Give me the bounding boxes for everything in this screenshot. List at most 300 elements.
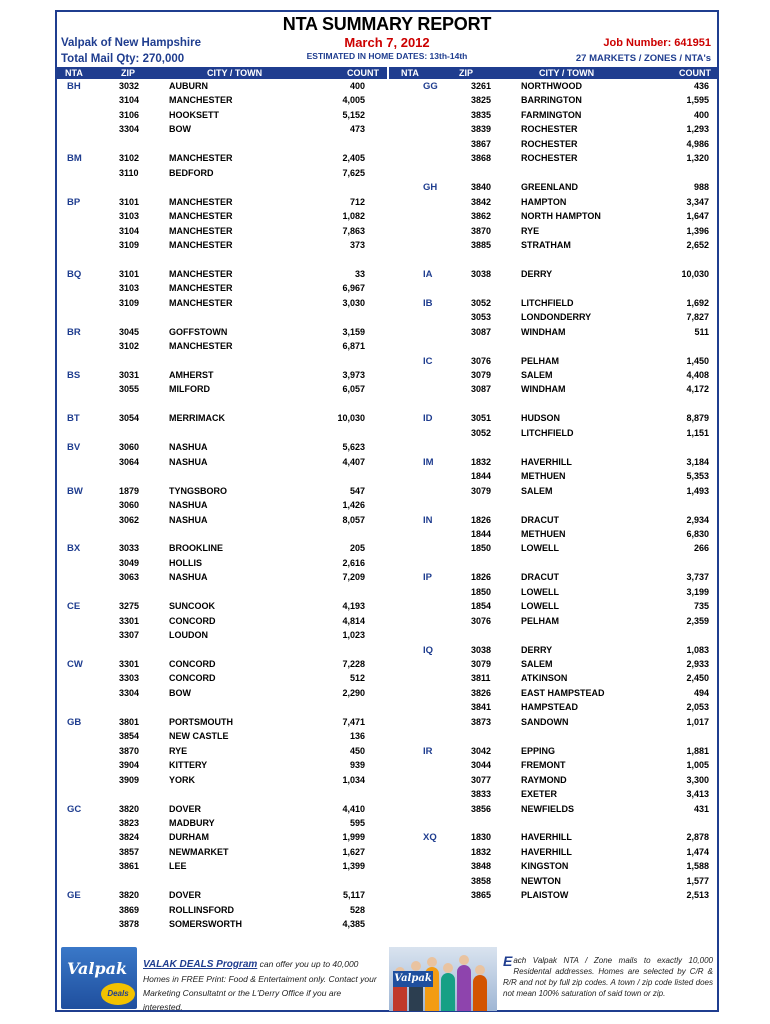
city-cell: SALEM: [521, 370, 553, 380]
table-row: [57, 860, 387, 872]
zip-cell: 3820: [119, 890, 140, 901]
table-row: [57, 268, 387, 280]
table-row: [57, 152, 387, 164]
zip-cell: 3060: [119, 442, 140, 453]
city-cell: SALEM: [521, 659, 553, 669]
city-cell: NORTHWOOD: [521, 81, 582, 91]
count-cell: 528: [349, 904, 365, 915]
zip-cell: 3870: [119, 745, 140, 756]
zip-cell: 3102: [119, 153, 140, 164]
zip-cell: 3053: [471, 312, 492, 323]
city-cell: HAMPSTEAD: [521, 702, 579, 713]
count-cell: 5,117: [342, 890, 365, 901]
zip-cell: 3823: [119, 817, 140, 828]
zip-cell: 3909: [119, 774, 140, 785]
city-cell: YORK: [169, 774, 196, 785]
table-row: [389, 542, 717, 554]
count-cell: 3,159: [342, 326, 365, 337]
nta-label: BS: [67, 370, 81, 381]
count-cell: 1,034: [342, 774, 365, 785]
zip-cell: 3062: [119, 514, 140, 525]
table-row: [57, 831, 387, 843]
city-cell: SALEM: [521, 485, 553, 496]
table-row: [57, 918, 387, 930]
estimated-dates: ESTIMATED IN HOME DATES: 13th-14th: [306, 51, 468, 61]
table-row: [57, 456, 387, 468]
count-cell: 2,652: [686, 239, 709, 250]
zip-cell: 3077: [471, 774, 492, 785]
table-row: [389, 831, 717, 843]
count-cell: 735: [693, 601, 709, 612]
city-cell: MANCHESTER: [169, 196, 233, 207]
count-cell: 3,030: [342, 297, 365, 308]
table-row: [389, 701, 717, 713]
count-cell: 2,934: [686, 514, 709, 525]
zip-cell: 3064: [119, 456, 140, 467]
zip-cell: 3049: [119, 557, 140, 568]
zip-cell: 3104: [119, 95, 140, 106]
zip-cell: 3033: [119, 543, 140, 554]
zip-cell: 3052: [471, 427, 492, 438]
zip-cell: 3865: [471, 890, 492, 901]
report-frame: [55, 10, 719, 1012]
city-cell: MANCHESTER: [169, 268, 233, 279]
count-cell: 595: [349, 817, 365, 828]
city-cell: SANDOWN: [521, 716, 569, 727]
city-cell: DERRY: [521, 644, 553, 655]
zip-cell: 3038: [471, 644, 492, 655]
city-cell: SOMERSWORTH: [169, 919, 242, 930]
city-cell: PORTSMOUTH: [169, 716, 233, 727]
logo-text: Valpak: [67, 959, 128, 978]
city-cell: LONDONDERRY: [521, 312, 592, 323]
city-cell: METHUEN: [521, 528, 566, 539]
table-row: [389, 456, 717, 468]
city-cell: RAYMOND: [521, 774, 567, 785]
table-row: [57, 846, 387, 858]
zip-cell: 3032: [119, 81, 140, 91]
table-row: [389, 586, 717, 598]
count-cell: 4,193: [342, 601, 365, 612]
zip-cell: 3301: [119, 615, 140, 626]
city-cell: MANCHESTER: [169, 239, 233, 250]
city-cell: WINDHAM: [521, 326, 566, 337]
city-cell: ATKINSON: [521, 673, 568, 684]
count-cell: 136: [349, 731, 365, 742]
promo-body: can offer you up to 40,000 Homes in FREE Print: Food & Entertaiment only. Contact your Marketing Consultatnt or the L'Derry Office if you are interested.: [143, 959, 377, 1012]
count-cell: 450: [349, 745, 365, 756]
nta-label: IA: [423, 268, 433, 280]
city-cell: DURHAM: [169, 832, 209, 843]
table-row: [389, 803, 717, 815]
city-cell: GREENLAND: [521, 182, 579, 193]
table-row: [389, 109, 717, 121]
nta-label: GE: [67, 890, 81, 902]
table-row: [57, 817, 387, 829]
table-row: [57, 514, 387, 526]
city-cell: BOW: [169, 124, 191, 135]
count-cell: 7,209: [342, 572, 365, 583]
zip-cell: 3079: [471, 485, 492, 496]
city-cell: DOVER: [169, 803, 202, 814]
city-cell: AUBURN: [169, 81, 208, 91]
table-row: [57, 196, 387, 208]
nta-label: CE: [67, 601, 81, 613]
count-cell: 712: [349, 196, 365, 207]
count-cell: 5,152: [342, 109, 365, 120]
nta-label: BM: [67, 153, 82, 165]
nta-label: BT: [67, 413, 80, 425]
table-row: [389, 383, 717, 395]
zip-cell: 3869: [119, 904, 140, 915]
table-row: [57, 542, 387, 554]
city-cell: PELHAM: [521, 355, 559, 366]
city-cell: HAVERHILL: [521, 846, 572, 857]
table-row: [57, 109, 387, 121]
city-cell: NASHUA: [169, 572, 208, 583]
zip-cell: 3109: [119, 297, 140, 308]
count-cell: 1,692: [686, 297, 709, 308]
zip-cell: 1830: [471, 832, 492, 843]
count-cell: 1,577: [686, 875, 709, 886]
table-row: [389, 210, 717, 222]
people-photo: [389, 947, 497, 1011]
zip-cell: 3076: [471, 355, 492, 366]
zip-cell: 3038: [471, 268, 492, 279]
city-cell: AMHERST: [169, 370, 214, 380]
count-cell: 2,513: [686, 890, 709, 901]
zip-cell: 3052: [471, 297, 492, 308]
zip-cell: 3103: [119, 283, 140, 294]
city-cell: SUNCOOK: [169, 601, 216, 612]
count-cell: 2,450: [686, 673, 709, 684]
city-cell: CONCORD: [169, 659, 216, 669]
table-row: [57, 499, 387, 511]
zip-cell: 3878: [119, 919, 140, 930]
table-row: [389, 355, 717, 367]
table-row: [57, 629, 387, 641]
nta-label: IR: [423, 745, 433, 757]
count-cell: 1,082: [342, 211, 365, 222]
col-zip: ZIP: [121, 68, 136, 78]
count-cell: 5,353: [686, 471, 709, 482]
zip-cell: 3833: [471, 789, 492, 800]
zip-cell: 3103: [119, 211, 140, 222]
count-cell: 3,300: [686, 774, 709, 785]
zip-cell: 3104: [119, 225, 140, 236]
count-cell: 1,320: [686, 153, 709, 164]
count-cell: 6,057: [342, 384, 365, 395]
nta-label: BQ: [67, 268, 82, 280]
total-mail-qty: Total Mail Qty: 270,000: [61, 53, 185, 65]
count-cell: 3,184: [686, 456, 709, 467]
col-nta: NTA: [65, 68, 83, 78]
zip-cell: 3054: [119, 413, 140, 424]
city-cell: DERRY: [521, 268, 553, 279]
zip-cell: 1854: [471, 601, 492, 612]
table-row: [389, 774, 717, 786]
city-cell: MANCHESTER: [169, 341, 233, 352]
zip-cell: 3106: [119, 109, 140, 120]
city-cell: NASHUA: [169, 500, 208, 511]
zip-cell: 3885: [471, 239, 492, 250]
table-row: [389, 138, 717, 150]
table-row: [389, 311, 717, 323]
count-cell: 4,408: [686, 370, 709, 380]
count-cell: 3,347: [686, 196, 709, 207]
promo-title: VALAK DEALS Program: [143, 959, 258, 970]
table-row: [57, 369, 387, 381]
city-cell: EAST HAMPSTEAD: [521, 687, 605, 698]
city-cell: MERRIMACK: [169, 413, 225, 424]
table-row: [57, 716, 387, 728]
table-row: [57, 600, 387, 612]
zip-cell: 3301: [119, 659, 140, 669]
count-cell: 512: [349, 673, 365, 684]
city-cell: FARMINGTON: [521, 109, 582, 120]
table-row: [57, 658, 387, 670]
city-cell: HAVERHILL: [521, 832, 572, 843]
count-cell: 2,616: [342, 557, 365, 568]
city-cell: LOWELL: [521, 586, 559, 597]
count-cell: 1,396: [686, 225, 709, 236]
count-cell: 494: [693, 687, 709, 698]
table-row: [389, 427, 717, 439]
zip-cell: 3109: [119, 239, 140, 250]
count-cell: 1,881: [686, 745, 709, 756]
zip-cell: 1832: [471, 456, 492, 467]
right-header-bar: [389, 67, 717, 79]
count-cell: 5,623: [342, 442, 365, 453]
note-body: ach Valpak NTA / Zone mails to exactly 10,000 Residental addresses. Homes are selected by C/R & R/R and not by full zip codes. A town / zip code listed does not mean 100% saturation of said town or zip.: [503, 956, 713, 998]
city-cell: ROCHESTER: [521, 138, 578, 149]
report-date: March 7, 2012: [344, 35, 430, 50]
count-cell: 1,293: [686, 124, 709, 135]
nta-label: IC: [423, 355, 433, 367]
count-cell: 6,830: [686, 528, 709, 539]
city-cell: RYE: [169, 745, 188, 756]
count-cell: 266: [693, 543, 709, 554]
count-cell: 2,359: [686, 615, 709, 626]
zip-cell: 3076: [471, 615, 492, 626]
city-cell: RYE: [521, 225, 540, 236]
city-cell: BEDFORD: [169, 167, 214, 178]
count-cell: 4,814: [342, 615, 365, 626]
count-cell: 3,973: [342, 370, 365, 380]
city-cell: ROCHESTER: [521, 124, 578, 135]
city-cell: EPPING: [521, 745, 556, 756]
zip-cell: 3861: [119, 861, 140, 872]
zip-cell: 3870: [471, 225, 492, 236]
table-row: [389, 123, 717, 135]
table-row: [57, 571, 387, 583]
city-cell: NEWFIELDS: [521, 803, 574, 814]
count-cell: 1,083: [686, 644, 709, 655]
count-cell: 400: [693, 109, 709, 120]
city-cell: DRACUT: [521, 572, 559, 583]
zip-cell: 1844: [471, 528, 492, 539]
nta-label: GG: [423, 81, 438, 92]
table-row: [389, 239, 717, 251]
city-cell: STRATHAM: [521, 239, 571, 250]
zip-cell: 3101: [119, 268, 140, 279]
job-number: Job Number: 641951: [603, 37, 711, 49]
count-cell: 1,627: [342, 846, 365, 857]
table-row: [389, 759, 717, 771]
table-row: [389, 94, 717, 106]
count-cell: 7,827: [686, 312, 709, 323]
zip-cell: 3825: [471, 95, 492, 106]
count-cell: 4,407: [342, 456, 365, 467]
promo-text: [143, 957, 383, 1014]
table-row: [57, 730, 387, 742]
col-count: COUNT: [347, 68, 379, 78]
zip-cell: 3304: [119, 687, 140, 698]
table-row: [57, 672, 387, 684]
count-cell: 4,410: [342, 803, 365, 814]
zip-cell: 1850: [471, 586, 492, 597]
table-row: [389, 181, 717, 193]
nta-label: IB: [423, 297, 433, 309]
city-cell: MANCHESTER: [169, 95, 233, 106]
table-row: [57, 803, 387, 815]
zip-cell: 3826: [471, 687, 492, 698]
zip-cell: 3858: [471, 875, 492, 886]
city-cell: MANCHESTER: [169, 225, 233, 236]
table-row: [57, 774, 387, 786]
table-row: [389, 470, 717, 482]
count-cell: 1,999: [342, 832, 365, 843]
city-cell: BARRINGTON: [521, 95, 582, 106]
table-row: [57, 94, 387, 106]
count-cell: 988: [693, 182, 709, 193]
nta-label: ID: [423, 413, 433, 425]
city-cell: HOLLIS: [169, 557, 202, 568]
count-cell: 2,405: [342, 153, 365, 164]
col-zip: ZIP: [459, 68, 474, 78]
nta-label: GC: [67, 803, 82, 815]
count-cell: 3,413: [686, 789, 709, 800]
report-title: NTA SUMMARY REPORT: [282, 14, 492, 34]
zip-cell: 3275: [119, 601, 140, 612]
zip-cell: 3854: [119, 731, 140, 742]
nta-label: BW: [67, 485, 83, 497]
count-cell: 33: [354, 268, 365, 279]
count-cell: 436: [693, 81, 709, 91]
city-cell: LITCHFIELD: [521, 297, 574, 308]
city-cell: LOUDON: [169, 630, 208, 641]
city-cell: TYNGSBORO: [169, 485, 228, 496]
city-cell: HAVERHILL: [521, 456, 572, 467]
zip-cell: 1844: [471, 471, 492, 482]
count-cell: 6,967: [342, 283, 365, 294]
table-row: [57, 615, 387, 627]
zip-cell: 3904: [119, 760, 140, 771]
nta-label: BH: [67, 81, 81, 92]
col-city: CITY / TOWN: [207, 68, 263, 78]
table-row: [57, 123, 387, 135]
zip-cell: 3307: [119, 630, 140, 641]
table-row: [389, 889, 717, 901]
nta-label: IP: [423, 572, 432, 584]
zip-cell: 3824: [119, 832, 140, 843]
city-cell: CONCORD: [169, 615, 216, 626]
table-row: [389, 687, 717, 699]
zip-cell: 3835: [471, 109, 492, 120]
table-row: [389, 658, 717, 670]
zip-cell: 1826: [471, 514, 492, 525]
city-cell: NORTH HAMPTON: [521, 211, 601, 222]
count-cell: 1,005: [686, 760, 709, 771]
city-cell: CONCORD: [169, 673, 216, 684]
table-row: [389, 514, 717, 526]
count-cell: 1,426: [342, 500, 365, 511]
city-cell: HUDSON: [521, 413, 561, 424]
city-cell: MILFORD: [169, 384, 210, 395]
nta-label: BV: [67, 442, 81, 454]
table-row: [57, 167, 387, 179]
nta-label: BX: [67, 543, 81, 555]
table-row: [389, 412, 717, 424]
zip-cell: 1879: [119, 485, 140, 496]
city-cell: NASHUA: [169, 456, 208, 467]
count-cell: 1,588: [686, 861, 709, 872]
zip-cell: 3063: [119, 572, 140, 583]
city-cell: NASHUA: [169, 514, 208, 525]
table-row: [389, 716, 717, 728]
zip-cell: 3079: [471, 370, 492, 380]
count-cell: 205: [349, 543, 365, 554]
zip-cell: 3867: [471, 138, 492, 149]
city-cell: NASHUA: [169, 442, 208, 453]
city-cell: MANCHESTER: [169, 297, 233, 308]
count-cell: 1,399: [342, 861, 365, 872]
count-cell: 2,053: [686, 702, 709, 713]
count-cell: 1,151: [686, 427, 709, 438]
zip-cell: 3055: [119, 384, 140, 395]
city-cell: ROLLINSFORD: [169, 904, 234, 915]
zip-cell: 3102: [119, 341, 140, 352]
count-cell: 7,863: [342, 225, 365, 236]
col-count: COUNT: [679, 68, 711, 78]
zip-cell: 1826: [471, 572, 492, 583]
zip-cell: 3110: [119, 167, 139, 178]
count-cell: 1,474: [686, 846, 709, 857]
zip-cell: 3856: [471, 803, 492, 814]
city-cell: NEW CASTLE: [169, 731, 229, 742]
city-cell: MADBURY: [169, 817, 215, 828]
city-cell: EXETER: [521, 789, 558, 800]
zip-cell: 3841: [471, 702, 492, 713]
zip-cell: 3873: [471, 716, 492, 727]
count-cell: 1,450: [686, 355, 709, 366]
city-cell: LITCHFIELD: [521, 427, 574, 438]
count-cell: 8,879: [686, 413, 709, 424]
city-cell: PLAISTOW: [521, 890, 569, 901]
city-cell: LOWELL: [521, 601, 559, 612]
count-cell: 3,737: [686, 572, 709, 583]
table-row: [389, 80, 717, 92]
table-row: [389, 485, 717, 497]
table-row: [57, 557, 387, 569]
count-cell: 3,199: [686, 586, 709, 597]
nta-label: XQ: [423, 832, 437, 844]
table-row: [389, 528, 717, 540]
zip-cell: 3801: [119, 716, 140, 727]
valpak-logo: [61, 947, 137, 1009]
city-cell: NEWMARKET: [169, 846, 229, 857]
city-cell: ROCHESTER: [521, 153, 578, 164]
